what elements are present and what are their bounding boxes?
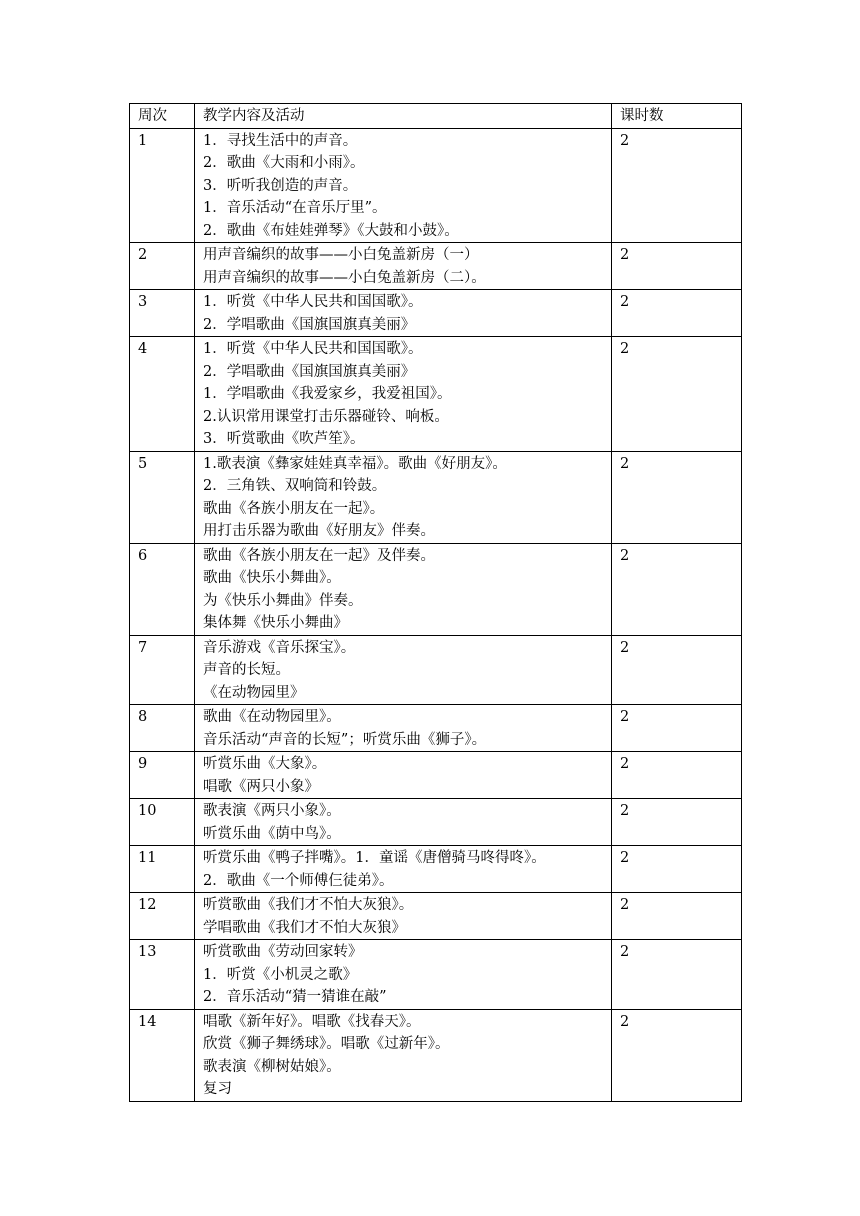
hours-cell: 2	[612, 451, 742, 543]
content-line: 歌表演《两只小象》。	[203, 803, 341, 819]
content-cell	[195, 940, 612, 1010]
content-line: 2．学唱歌曲《国旗国旗真美丽》	[203, 316, 416, 333]
content-cell	[195, 799, 612, 846]
table-row	[130, 799, 742, 846]
content-line: 2．音乐活动“猜一猜谁在敲”	[203, 989, 387, 1005]
hours-cell: 2	[612, 705, 742, 752]
content-line: 用声音编织的故事——小白兔盖新房（二）。	[203, 269, 486, 286]
hours-cell: 2	[612, 635, 742, 705]
content-line: 唱歌《新年好》。唱歌《找春天》。	[203, 1013, 421, 1030]
content-line: 音乐游戏《音乐探宝》。	[203, 639, 356, 656]
week-cell: 1	[130, 128, 195, 243]
content-line: 《在动物园里》	[203, 684, 305, 701]
content-line: 为《快乐小舞曲》伴奏。	[203, 592, 363, 609]
content-line: 1．听赏《中华人民共和国国歌》。	[203, 341, 423, 357]
content-line: 用打击乐器为歌曲《好朋友》伴奏。	[203, 523, 435, 539]
hours-cell: 2	[612, 799, 742, 846]
content-line: 1．寻找生活中的声音。	[203, 132, 358, 149]
table-row	[130, 290, 742, 337]
table-body	[130, 128, 742, 1101]
content-line: 听赏乐曲《荫中鸟》。	[203, 825, 341, 842]
header-content: 教学内容及活动	[195, 104, 612, 129]
content-line: 2．歌曲《一个师傅仨徒弟》。	[203, 872, 394, 889]
hours-cell: 2	[612, 128, 742, 243]
content-line: 音乐活动“声音的长短”；听赏乐曲《狮子》。	[203, 731, 487, 748]
table-row	[130, 543, 742, 635]
table-row	[130, 1009, 742, 1101]
hours-cell: 2	[612, 290, 742, 337]
content-cell	[195, 451, 612, 543]
week-cell: 14	[130, 1009, 195, 1101]
content-line: 欣赏《狮子舞绣球》。唱歌《过新年》。	[203, 1036, 450, 1052]
content-line: 听赏乐曲《鸭子拌嘴》。1．童谣《唐僧骑马咚得咚》。	[203, 850, 546, 866]
week-cell: 11	[130, 846, 195, 893]
hours-cell: 2	[612, 846, 742, 893]
content-cell	[195, 705, 612, 752]
week-cell: 3	[130, 290, 195, 337]
content-line: 用声音编织的故事——小白兔盖新房（一）	[203, 247, 479, 263]
content-cell	[195, 290, 612, 337]
table-row	[130, 337, 742, 452]
hours-cell: 2	[612, 1009, 742, 1101]
header-row	[130, 104, 742, 129]
header-week: 周次	[130, 104, 195, 129]
week-cell: 12	[130, 893, 195, 940]
hours-cell: 2	[612, 337, 742, 452]
table-row	[130, 846, 742, 893]
content-line: 听赏乐曲《大象》。	[203, 756, 327, 772]
content-line: 2．歌曲《大雨和小雨》。	[203, 155, 365, 171]
content-line: 唱歌《两只小象》	[203, 778, 319, 795]
content-line: 1．听赏《小机灵之歌》	[203, 966, 358, 983]
content-line: 3．听听我创造的声音。	[203, 177, 358, 194]
content-line: 1．学唱歌曲《我爱家乡，我爱祖国》。	[203, 386, 452, 402]
content-line: 学唱歌曲《我们才不怕大灰狼》	[203, 919, 406, 936]
hours-cell: 2	[612, 940, 742, 1010]
content-line: 歌表演《柳树姑娘》。	[203, 1058, 341, 1075]
week-cell: 9	[130, 752, 195, 799]
content-line: 听赏歌曲《我们才不怕大灰狼》。	[203, 897, 414, 913]
week-cell: 5	[130, 451, 195, 543]
week-cell: 10	[130, 799, 195, 846]
week-cell: 4	[130, 337, 195, 452]
week-cell: 7	[130, 635, 195, 705]
content-line: 2．歌曲《布娃娃弹琴》《大鼓和小鼓》。	[203, 222, 459, 239]
content-line: 听赏歌曲《劳动回家转》	[203, 944, 363, 960]
week-cell: 6	[130, 543, 195, 635]
hours-cell: 2	[612, 243, 742, 290]
week-cell: 8	[130, 705, 195, 752]
hours-cell: 2	[612, 543, 742, 635]
content-cell	[195, 752, 612, 799]
content-line: 3．听赏歌曲《吹芦笙》。	[203, 431, 365, 447]
content-line: 集体舞《快乐小舞曲》	[203, 615, 348, 631]
content-line: 1．听赏《中华人民共和国国歌》。	[203, 294, 423, 310]
week-cell: 13	[130, 940, 195, 1010]
content-line: 1.歌表演《彝家娃娃真幸福》。歌曲《好朋友》。	[203, 455, 507, 472]
table-row	[130, 635, 742, 705]
content-line: 复习	[203, 1081, 232, 1097]
content-cell	[195, 1009, 612, 1101]
table-row	[130, 705, 742, 752]
table-row	[130, 893, 742, 940]
content-cell	[195, 543, 612, 635]
content-line: 歌曲《在动物园里》。	[203, 709, 341, 725]
content-cell	[195, 846, 612, 893]
table-row	[130, 128, 742, 243]
content-cell	[195, 337, 612, 452]
content-line: 歌曲《各族小朋友在一起》及伴奏。	[203, 547, 435, 564]
content-line: 2．学唱歌曲《国旗国旗真美丽》	[203, 363, 416, 380]
content-line: 歌曲《各族小朋友在一起》。	[203, 500, 385, 517]
hours-cell: 2	[612, 893, 742, 940]
content-line: 1．音乐活动“在音乐厅里”。	[203, 200, 387, 216]
hours-cell: 2	[612, 752, 742, 799]
table-row	[130, 451, 742, 543]
content-cell	[195, 635, 612, 705]
header-hours: 课时数	[612, 104, 742, 129]
content-cell	[195, 128, 612, 243]
table-row	[130, 752, 742, 799]
week-cell: 2	[130, 243, 195, 290]
table-row	[130, 243, 742, 290]
schedule-table	[129, 103, 742, 1102]
content-line: 2.认识常用课堂打击乐器碰铃、响板。	[203, 408, 449, 425]
content-line: 声音的长短。	[203, 662, 290, 678]
content-cell	[195, 243, 612, 290]
content-line: 歌曲《快乐小舞曲》。	[203, 570, 341, 586]
table-row	[130, 940, 742, 1010]
content-line: 2．三角铁、双响筒和铃鼓。	[203, 478, 387, 494]
content-cell	[195, 893, 612, 940]
